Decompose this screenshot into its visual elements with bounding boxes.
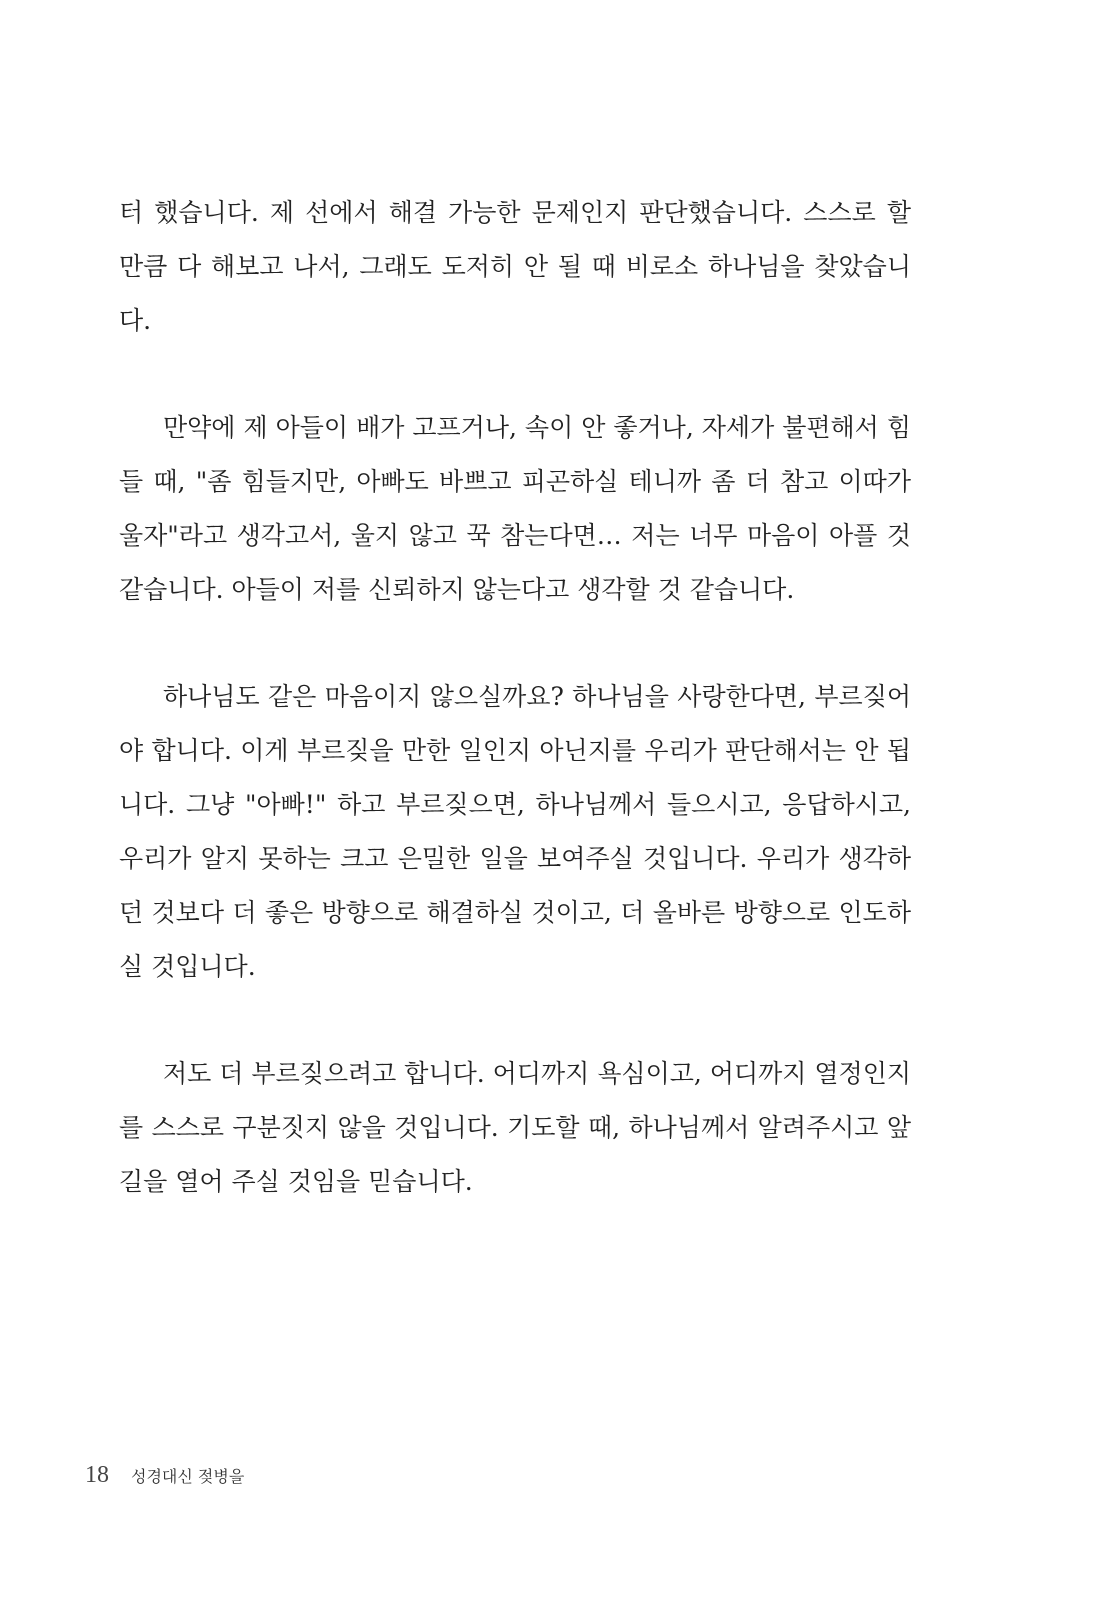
page-footer (85, 1462, 244, 1489)
paragraph-3: 하나님도 같은 마음이지 않으실까요? 하나님을 사랑한다면, 부르짖어야 합니다. 이게 부르짖을 만한 일인지 아닌지를 우리가 판단해서는 안 됩니다. 그냥 "아빠!" 하고 부르짖으면, 하나님께서 들으시고, 응답하시고, 우리가 알지 못하는 크고 은밀한 일을 보여주실 것입니다. 우리가 생각하던 것보다 더 좋은 방향으로 해결하실 것이고, 더 올바른 방향으로 인도하실 것입니다. (119, 682, 911, 981)
running-title: 성경대신 젖병을 (131, 1467, 245, 1486)
paragraph-2: 만약에 제 아들이 배가 고프거나, 속이 안 좋거나, 자세가 불편해서 힘들 때, "좀 힘들지만, 아빠도 바쁘고 피곤하실 테니까 좀 더 참고 이따가 울자"라고 생각고서, 울지 않고 꾹 참는다면… 저는 너무 마음이 아플 것 같습니다. 아들이 저를 신뢰하지 않는다고 생각할 것 같습니다. (119, 413, 911, 604)
page-number: 18 (85, 1462, 109, 1488)
body-text (119, 186, 911, 1209)
paragraph-4: 저도 더 부르짖으려고 합니다. 어디까지 욕심이고, 어디까지 열정인지를 스스로 구분짓지 않을 것입니다. 기도할 때, 하나님께서 알려주시고 앞길을 열어 주실 것임을 믿습니다. (119, 1059, 911, 1196)
paragraph-1: 터 했습니다. 제 선에서 해결 가능한 문제인지 판단했습니다. 스스로 할 만큼 다 해보고 나서, 그래도 도저히 안 될 때 비로소 하나님을 찾았습니다. (119, 198, 911, 335)
